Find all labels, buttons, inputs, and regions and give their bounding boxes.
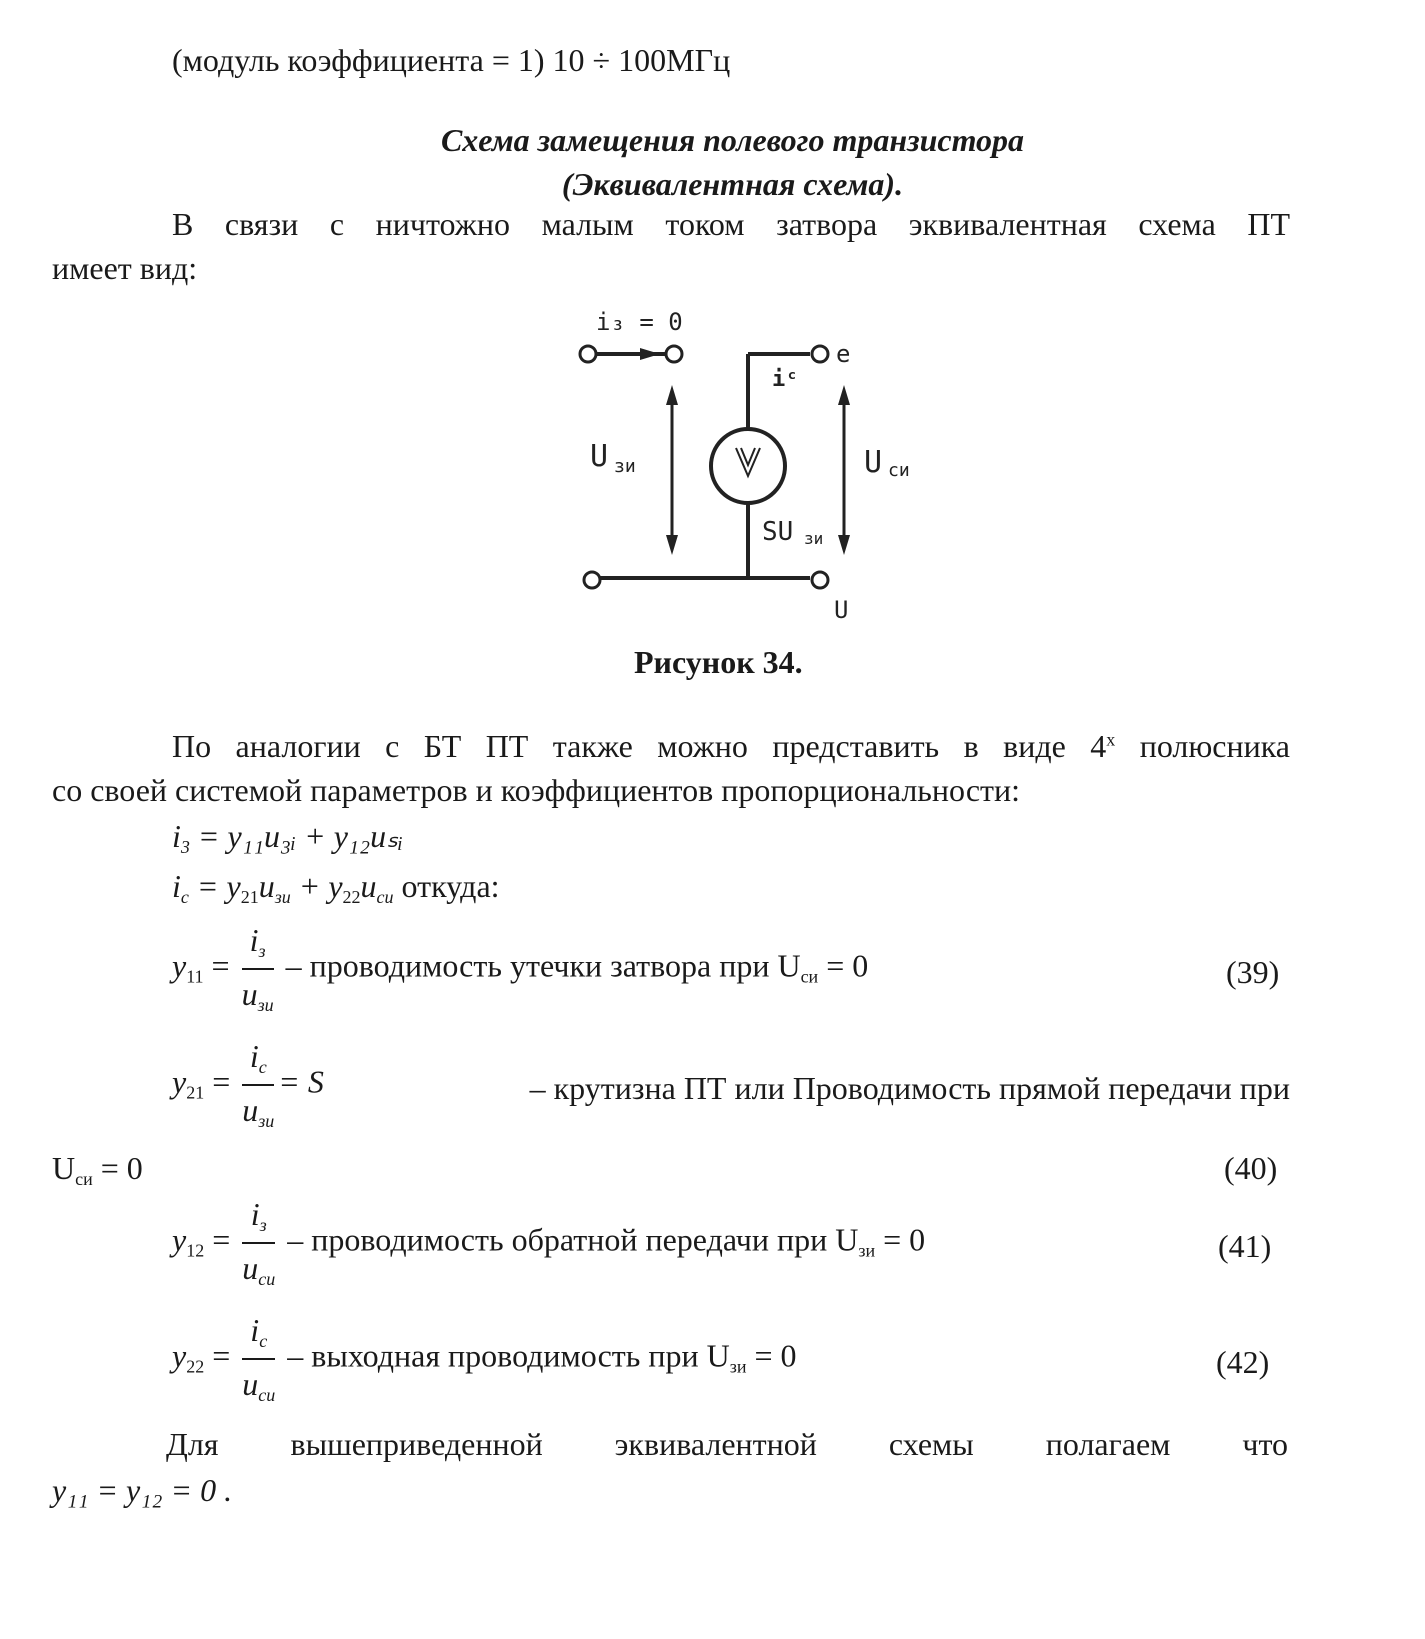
label-bottom-right: U	[834, 596, 849, 624]
params-2-den: u	[242, 1250, 259, 1286]
intro-line1: В связи с ничтожно малым током затвора эквивалентная схема ПТ	[172, 206, 1290, 242]
equation-number-42: (42)	[1216, 1344, 1270, 1380]
label-ic: iᶜ	[772, 367, 799, 392]
params-1-den-sub: зи	[258, 1111, 275, 1131]
params-0-cond-end: = 0	[818, 947, 869, 984]
equation-2: $i_c = y_{21}u_{зи} + y_{22}u_{си}$ откуда:	[172, 868, 500, 907]
params-3-den: u	[242, 1366, 259, 1402]
label-uzi-sub: зи	[614, 456, 636, 477]
analogy-line2: со своей системой параметров и коэффициентов пропорциональности:	[52, 772, 1021, 808]
equivalent-circuit-diagram	[560, 300, 940, 630]
equation-number-39: (39)	[1226, 954, 1280, 990]
params-3-num: i	[250, 1312, 260, 1348]
param-y22: $y_{22}$ = $\frac{i_c}{u_{си}}$ – выходная проводимость при $U_{зи} = 0$	[172, 1312, 797, 1405]
label-uzi: U	[590, 439, 609, 474]
label-source: SU	[762, 517, 794, 547]
label-iz: i₃ = 0	[596, 308, 683, 336]
conclusion-line2: y₁₁ = y₁₂ = 0 .	[52, 1472, 233, 1508]
params-2-num: i	[250, 1196, 260, 1232]
arrow-icon	[640, 348, 660, 360]
params-3-sub: 22	[186, 1356, 205, 1377]
top-line: (модуль коэффициента = 1) 10 ÷ 100МГц	[172, 42, 731, 78]
params-3-num-sub: c	[259, 1331, 268, 1351]
params-0-den-sub: зи	[257, 995, 274, 1015]
params-0-sub: 11	[186, 966, 204, 987]
analogy-text-end: полюсника	[1115, 728, 1291, 764]
params-0-num: i	[249, 922, 259, 958]
conclusion-line1: Для вышеприведенной эквивалентной схемы полагаем что	[166, 1426, 1288, 1462]
equation-1	[172, 820, 403, 856]
equation-2-suffix: откуда:	[401, 868, 500, 904]
param-y11: $y_{11}$ = $\frac{i_з}{u_{зи}}$ – проводимость утечки затвора при $U_{си} = 0$	[172, 922, 869, 1015]
params-3-cond-end: = 0	[746, 1337, 797, 1374]
analogy-sup: х	[1106, 729, 1116, 750]
params-3-den-sub: си	[258, 1385, 276, 1405]
params-2-text: – проводимость обратной передачи при U	[287, 1221, 859, 1258]
params-0-text: – проводимость утечки затвора при U	[285, 947, 801, 984]
params-2-cond-end: = 0	[875, 1221, 926, 1258]
params-3-cond-sub: зи	[729, 1356, 747, 1377]
params-3-text: – выходная проводимость при U	[287, 1337, 730, 1374]
label-source-sub: зи	[804, 529, 824, 548]
param40-cont-sub: си	[75, 1169, 93, 1189]
section-title-line2: (Эквивалентная схема).	[561, 166, 904, 202]
params-1-sub: 21	[186, 1082, 205, 1103]
params-3-y: y	[172, 1337, 187, 1374]
arrow-up-icon	[666, 385, 850, 405]
label-top-right: е	[836, 340, 851, 368]
params-1-num: i	[249, 1038, 259, 1074]
params-1-extra: = S	[278, 1063, 324, 1100]
analogy-text: По аналогии с БТ ПТ также можно представить в виде 4	[172, 728, 1107, 764]
param40-cont-end: = 0	[92, 1150, 143, 1186]
param-y12: $y_{12}$ = $\frac{i_з}{u_{си}}$ – проводимость обратной передачи при $U_{зи} = 0$	[172, 1196, 926, 1289]
params-1-num-sub: c	[258, 1057, 267, 1077]
equation-number-41: (41)	[1218, 1228, 1272, 1264]
section-title-line1: Схема замещения полевого транзистора	[440, 122, 1025, 158]
label-usi: U	[864, 445, 883, 480]
params-1-text: – крутизна ПТ или Проводимость прямой передачи при	[529, 1070, 1290, 1106]
equation-1-rhs: = y₁₁u₃ᵢ + y₁₂uₛᵢ	[197, 818, 404, 854]
params-0-cond-sub: си	[800, 966, 819, 987]
figure-caption: Рисунок 34.	[634, 644, 803, 680]
params-2-num-sub: з	[259, 1215, 267, 1235]
params-0-num-sub: з	[258, 941, 266, 961]
params-1-den: u	[242, 1092, 259, 1128]
params-2-cond-sub: зи	[858, 1240, 876, 1261]
params-0-den: u	[241, 976, 258, 1012]
params-1-y: y	[172, 1063, 187, 1100]
params-2-y: y	[172, 1221, 187, 1258]
intro-line2: имеет вид:	[52, 250, 198, 286]
param-y21: $y_{21}$ = $\frac{i_c}{u_{зи}}$ = S – крутизна ПТ или Проводимость прямой передачи при	[172, 1038, 1290, 1131]
params-0-y: y	[172, 947, 187, 984]
label-usi-sub: си	[888, 460, 910, 481]
params-2-sub: 12	[186, 1240, 205, 1261]
equation-1-lhs: i	[172, 818, 181, 854]
equation-1-lhs-sub: 3	[180, 837, 190, 857]
param-y21-condition	[52, 1152, 143, 1188]
equation-number-40: (40)	[1224, 1150, 1278, 1186]
analogy-line1	[172, 730, 1290, 762]
param40-cont-u: U	[52, 1150, 76, 1186]
params-2-den-sub: си	[258, 1269, 276, 1289]
